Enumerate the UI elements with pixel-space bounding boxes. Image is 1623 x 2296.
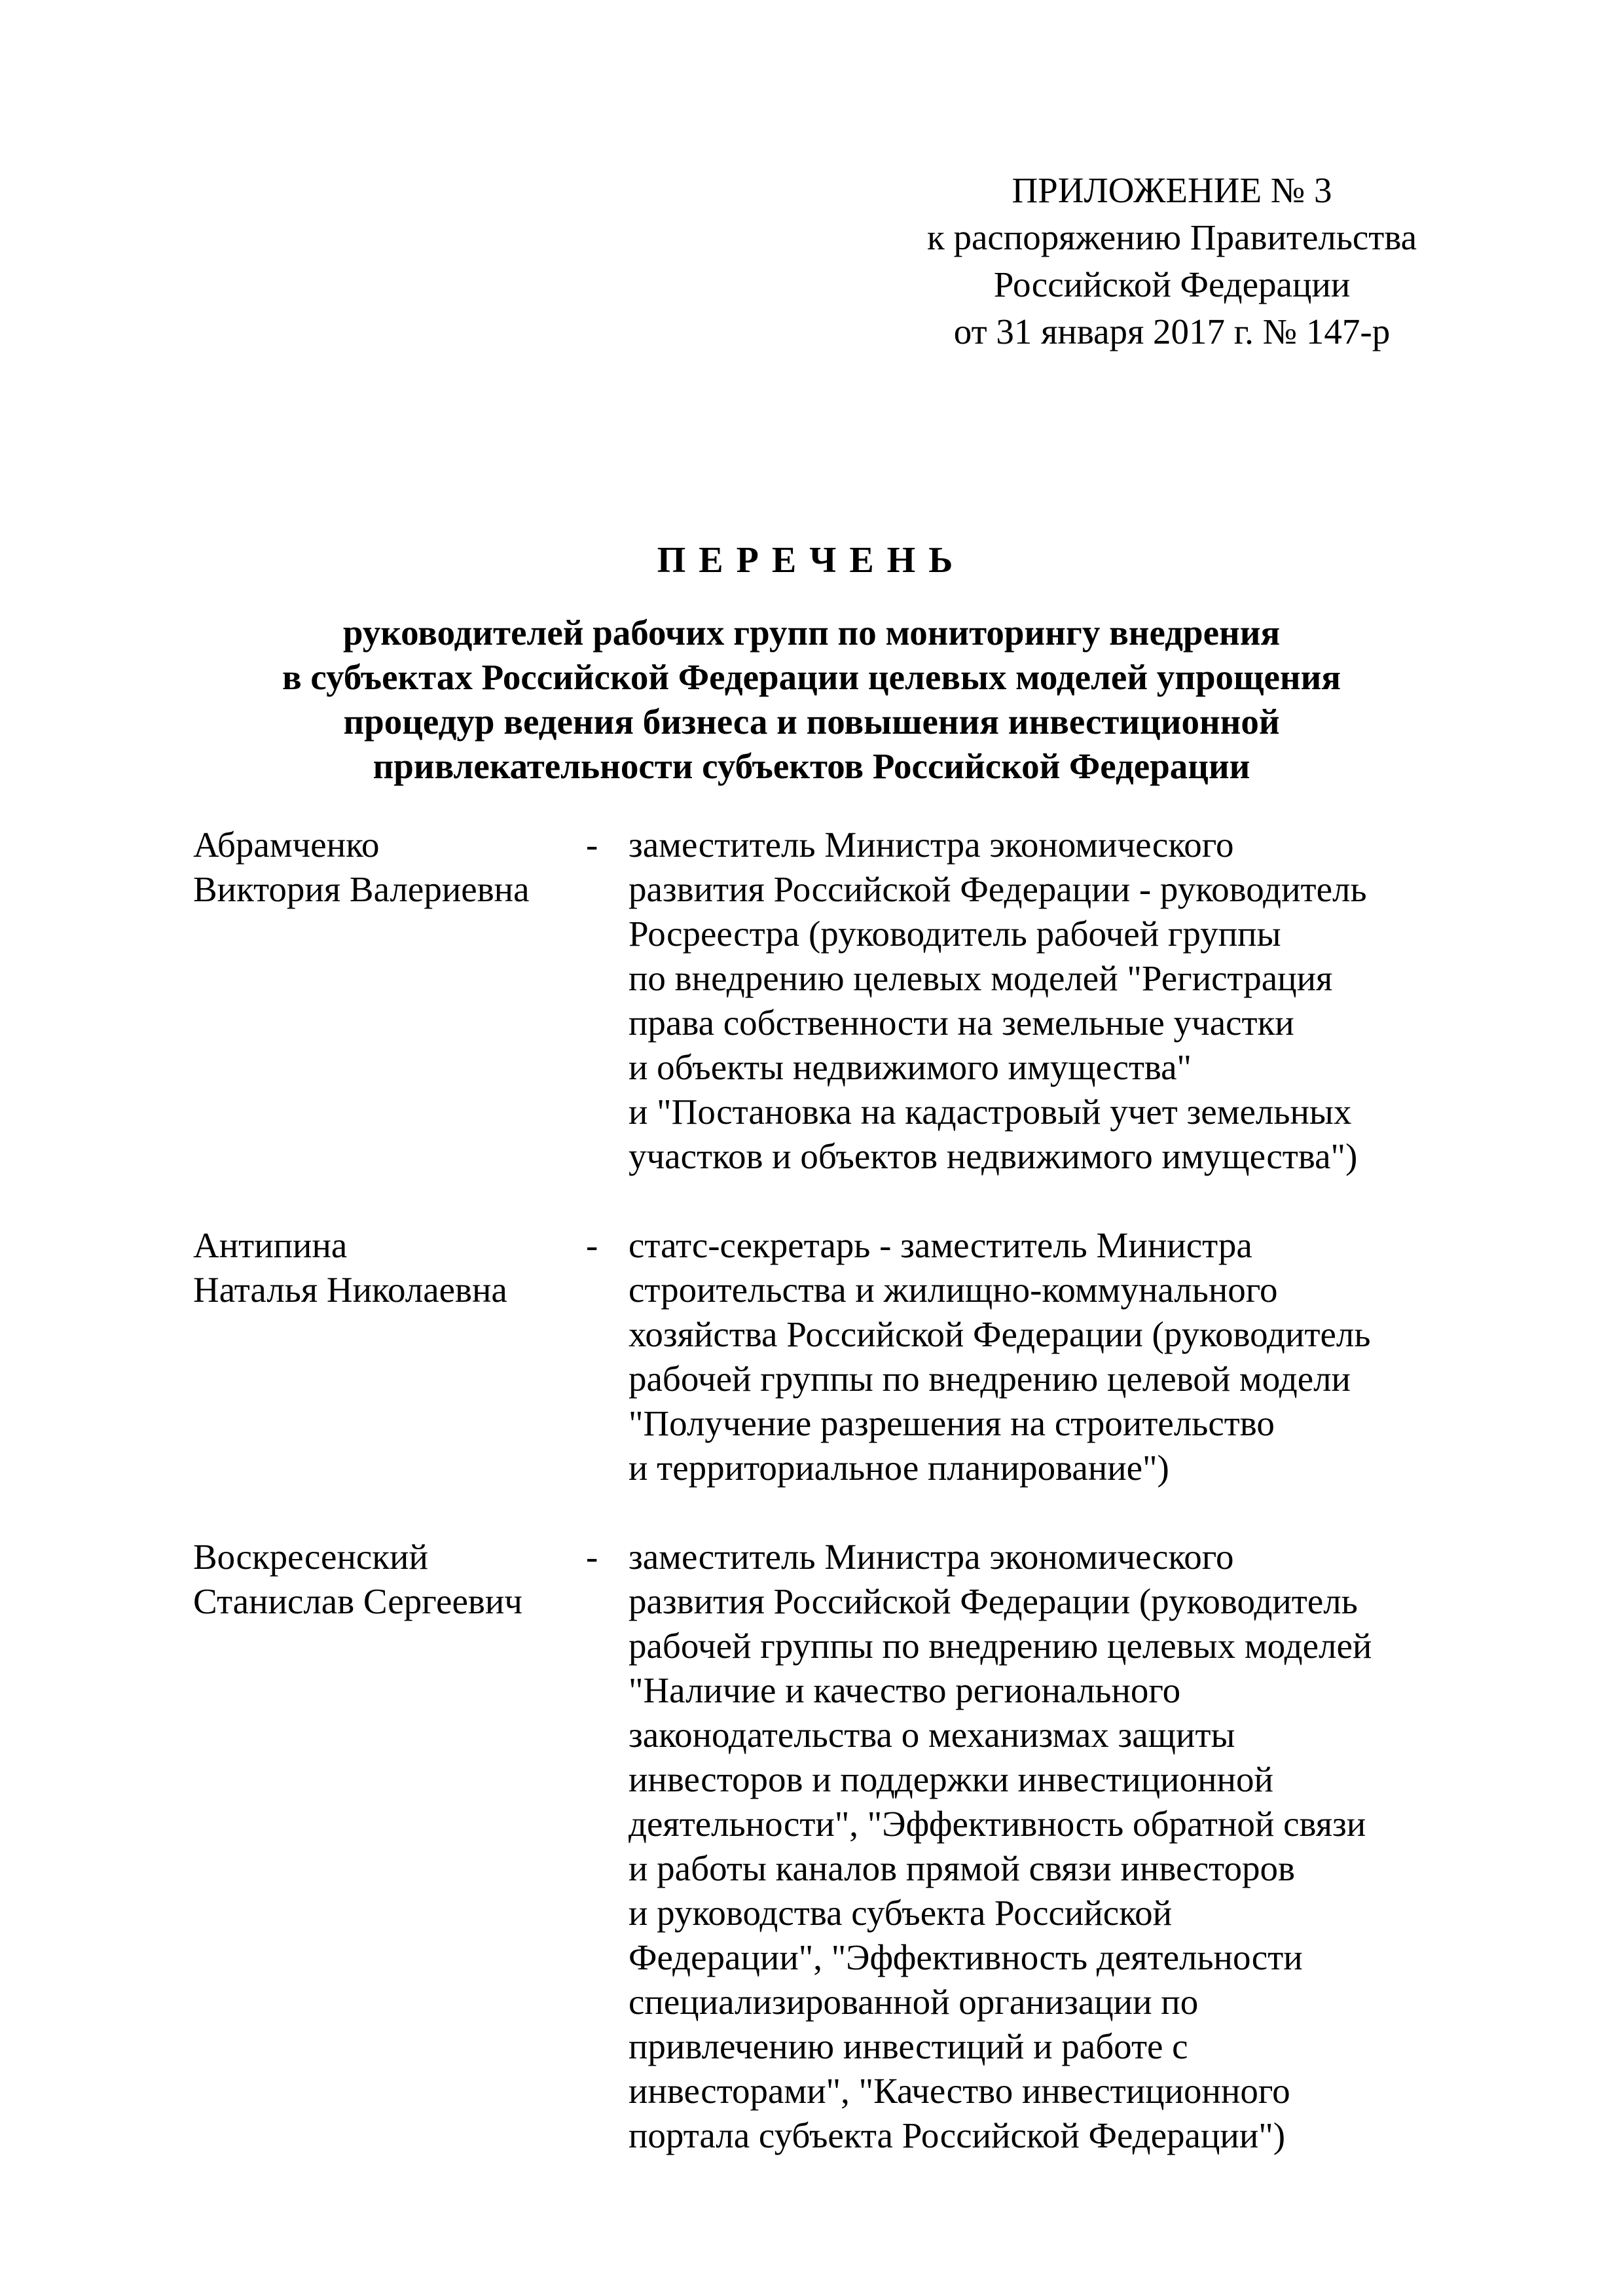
person-surname: Абрамченко (193, 825, 380, 865)
description-line: и руководства субъекта Российской (629, 1893, 1173, 1933)
description-line: строительства и жилищно-коммунального (629, 1270, 1278, 1310)
description-line: заместитель Министра экономического (629, 825, 1234, 865)
description-line: хозяйства Российской Федерации (руководитель (629, 1314, 1371, 1354)
subtitle-line: руководителей рабочих групп по мониторингу внедрения (342, 613, 1281, 653)
person-name (193, 1223, 586, 1490)
separator-dash: - (586, 825, 598, 865)
description-line: и объекты недвижимого имущества" (629, 1047, 1192, 1087)
description-line: Федерации", "Эффективность деятельности (629, 1937, 1303, 1977)
description-line: привлечению инвестиций и работе с (629, 2026, 1188, 2066)
position-description (629, 1535, 1470, 2158)
description-line: и работы каналов прямой связи инвесторов (629, 1848, 1295, 1888)
list-item (193, 1535, 1470, 2158)
person-surname: Антипина (193, 1225, 348, 1265)
description-line: Росреестра (руководитель рабочей группы (629, 914, 1281, 954)
subtitle-line: в субъектах Российской Федерации целевых моделей упрощения (282, 657, 1341, 697)
description-line: законодательства о механизмах защиты (629, 1715, 1235, 1755)
description-line: и территориальное планирование") (629, 1448, 1169, 1488)
description-line: статс-секретарь - заместитель Министра (629, 1225, 1252, 1265)
appendix-reference: к распоряжению Правительства (926, 217, 1417, 257)
person-surname: Воскресенский (193, 1537, 428, 1577)
subtitle-line: процедур ведения бизнеса и повышения инвестиционной (343, 702, 1280, 742)
document-title: ПЕРЕЧЕНЬ (657, 540, 966, 581)
description-line: портала субъекта Российской Федерации") (629, 2115, 1286, 2155)
description-line: участков и объектов недвижимого имущества") (629, 1136, 1358, 1176)
separator-dash: - (586, 1225, 598, 1265)
description-line: специализированной организации по (629, 1982, 1199, 2022)
description-line: "Получение разрешения на строительство (629, 1403, 1275, 1443)
description-line: и "Постановка на кадастровый учет земельных (629, 1092, 1352, 1132)
list-item (193, 1223, 1470, 1490)
position-description (629, 1223, 1470, 1490)
person-given-names: Виктория Валериевна (193, 869, 530, 909)
person-name (193, 1535, 586, 2158)
appendix-issuer: Российской Федерации (993, 264, 1351, 304)
document-subtitle (0, 611, 1623, 789)
description-line: деятельности", "Эффективность обратной связи (629, 1804, 1366, 1844)
description-line: "Наличие и качество регионального (629, 1670, 1181, 1710)
appendix-date-number: от 31 января 2017 г. № 147-р (953, 312, 1391, 351)
person-given-names: Станислав Сергеевич (193, 1581, 522, 1621)
description-line: инвесторов и поддержки инвестиционной (629, 1759, 1273, 1799)
description-line: инвесторами", "Качество инвестиционного (629, 2071, 1290, 2111)
description-line: по внедрению целевых моделей "Регистрация (629, 958, 1333, 998)
position-description (629, 823, 1470, 1179)
appendix-number: ПРИЛОЖЕНИЕ № 3 (1012, 170, 1332, 210)
person-name (193, 823, 586, 1179)
description-line: рабочей группы по внедрению целевых моделей (629, 1626, 1372, 1666)
appendix-header (871, 167, 1473, 355)
description-line: развития Российской Федерации (руководитель (629, 1581, 1358, 1621)
list-item (193, 823, 1470, 1179)
description-line: заместитель Министра экономического (629, 1537, 1234, 1577)
leaders-list (193, 823, 1470, 2158)
person-given-names: Наталья Николаевна (193, 1270, 507, 1310)
subtitle-line: привлекательности субъектов Российской Федерации (373, 746, 1250, 786)
description-line: права собственности на земельные участки (629, 1003, 1294, 1043)
description-line: развития Российской Федерации - руководитель (629, 869, 1367, 909)
description-line: рабочей группы по внедрению целевой модели (629, 1359, 1351, 1399)
separator-dash: - (586, 1537, 598, 1577)
